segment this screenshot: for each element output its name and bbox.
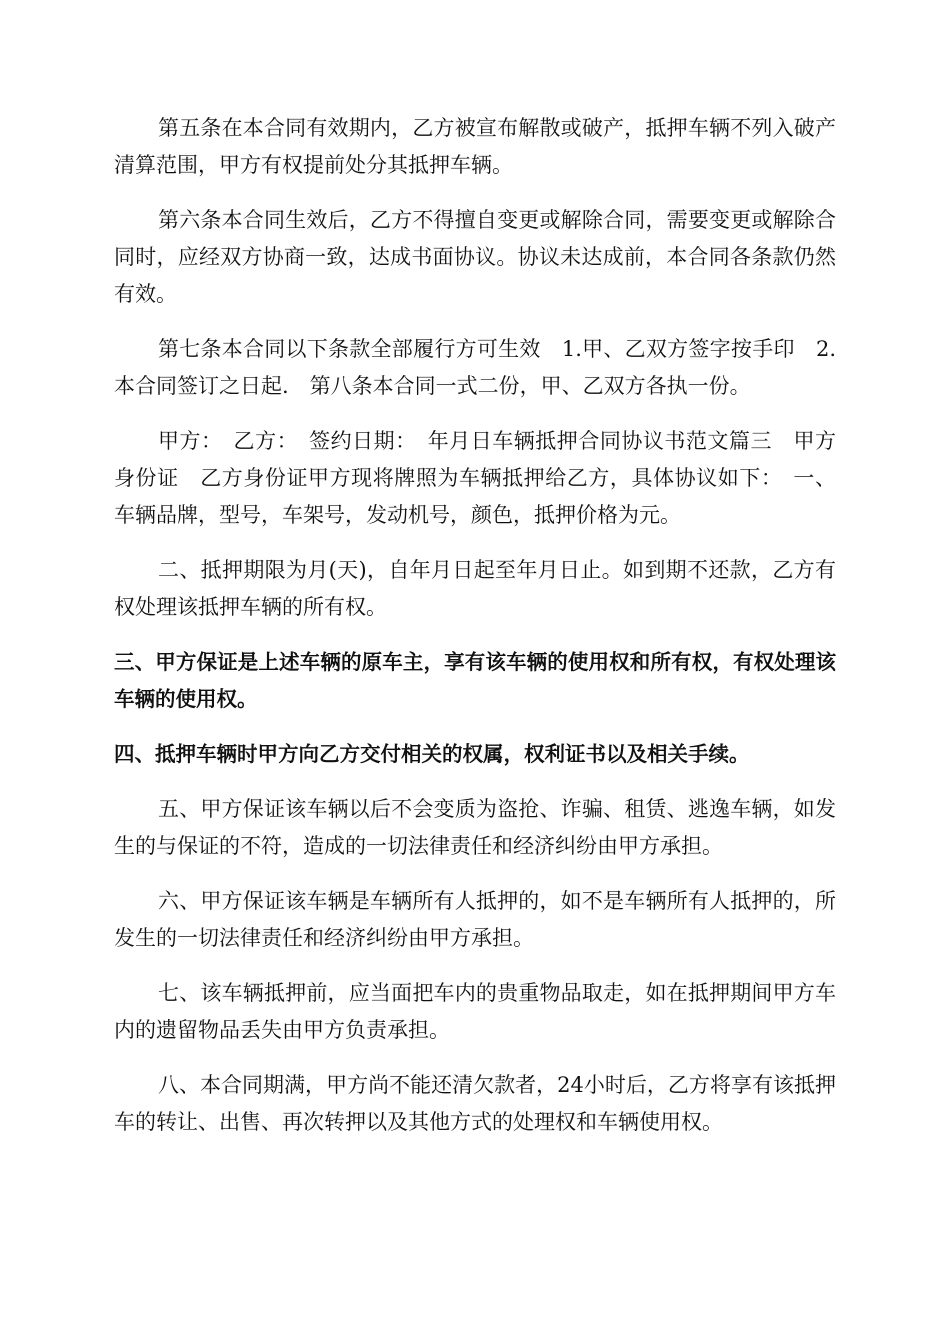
clause-6-paragraph: 第六条本合同生效后，乙方不得擅自变更或解除合同，需要变更或解除合同时，应经双方协商一致，达成书面协议。协议未达成前，本合同各条款仍然有效。 <box>114 208 836 306</box>
item-6-paragraph: 六、甲方保证该车辆是车辆所有人抵押的，如不是车辆所有人抵押的，所发生的一切法律责任和经济纠纷由甲方承担。 <box>114 889 836 950</box>
item-3-paragraph: 三、甲方保证是上述车辆的原车主，享有该车辆的使用权和所有权，有权处理该车辆的使用权。 <box>114 650 836 711</box>
clause-7-8-paragraph: 第七条本合同以下条款全部履行方可生效 1.甲、乙双方签字按手印 2.本合同签订之日起. 第八条本合同一式二份，甲、乙双方各执一份。 <box>114 337 836 398</box>
item-5-paragraph: 五、甲方保证该车辆以后不会变质为盗抢、诈骗、租赁、逃逸车辆，如发生的与保证的不符，造成的一切法律责任和经济纠纷由甲方承担。 <box>114 797 836 858</box>
item-2-paragraph: 二、抵押期限为月(天)，自年月日起至年月日止。如到期不还款，乙方有权处理该抵押车辆的所有权。 <box>114 558 836 619</box>
item-8-paragraph: 八、本合同期满，甲方尚不能还清欠款者，24小时后，乙方将享有该抵押车的转让、出售、再次转押以及其他方式的处理权和车辆使用权。 <box>114 1073 836 1134</box>
item-4-paragraph: 四、抵押车辆时甲方向乙方交付相关的权属，权利证书以及相关手续。 <box>114 742 750 766</box>
clause-5-paragraph: 第五条在本合同有效期内，乙方被宣布解散或破产，抵押车辆不列入破产清算范围，甲方有权提前处分其抵押车辆。 <box>114 116 836 177</box>
item-7-paragraph: 七、该车辆抵押前，应当面把车内的贵重物品取走，如在抵押期间甲方车内的遗留物品丢失由甲方负责承担。 <box>114 981 836 1042</box>
document-body <box>114 110 836 1159</box>
signature-and-agreement-paragraph: 甲方： 乙方： 签约日期： 年月日车辆抵押合同协议书范文篇三 甲方身份证 乙方身份证甲方现将牌照为车辆抵押给乙方，具体协议如下： 一、车辆品牌，型号，车架号，发动机号，颜色，抵押价格为元。 <box>114 429 836 527</box>
